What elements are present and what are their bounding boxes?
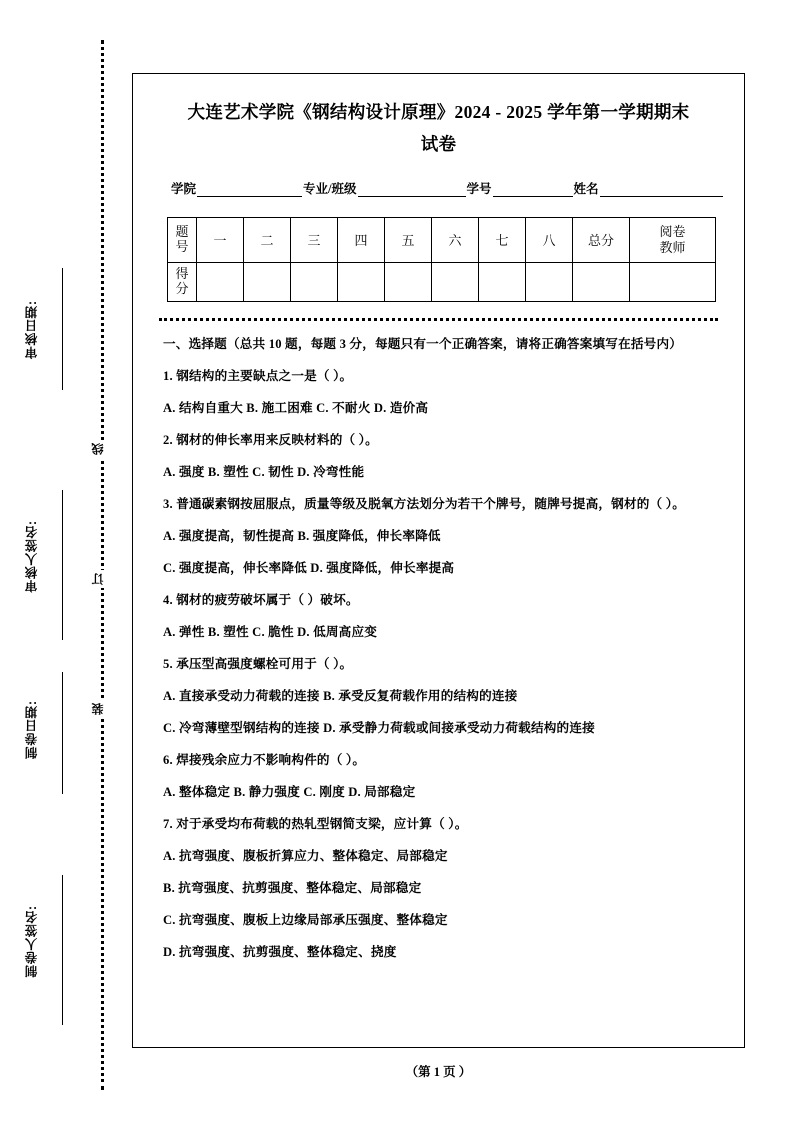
binding-margin [0, 0, 130, 1122]
page-number: （第 1 页 ） [405, 1065, 472, 1079]
question-1-stem: 1. 钢结构的主要缺点之一是（ ）。 [163, 368, 353, 383]
binding-char-ding: 订 [92, 570, 114, 588]
total-col-header: 总分 [573, 217, 630, 262]
student-name-label: 姓名 [573, 181, 599, 196]
score-table [167, 217, 716, 302]
question-col-8: 八 [526, 217, 573, 262]
question-body [163, 335, 714, 963]
score-cell-7[interactable] [479, 262, 526, 301]
score-cell-4[interactable] [338, 262, 385, 301]
grader-col-header [630, 217, 716, 262]
question-7-stem: 7. 对于承受均布荷载的热轧型钢简支梁，应计算（ ）。 [163, 816, 468, 831]
question-col-4: 四 [338, 217, 385, 262]
binding-dotted-line [101, 40, 104, 1090]
score-cell-6[interactable] [432, 262, 479, 301]
score-table-wrapper [167, 217, 710, 302]
question-col-2: 二 [244, 217, 291, 262]
question-5-options-ab: A. 直接承受动力荷载的连接 B. 承受反复荷载作用的结构的连接 [163, 688, 518, 703]
question-6-stem: 6. 焊接残余应力不影响构件的（ ）。 [163, 752, 366, 767]
question-col-3: 三 [291, 217, 338, 262]
row-label-char: 得 [175, 265, 189, 281]
paper-date-label: 制卷日期: [25, 700, 39, 760]
row-label-char: 题 [175, 223, 189, 239]
major-class-label: 专业/班级 [303, 181, 357, 196]
college-label: 学院 [171, 181, 197, 196]
score-cell-5[interactable] [385, 262, 432, 301]
table-row-scores [168, 262, 716, 301]
student-id-field[interactable] [493, 183, 573, 197]
question-7-option-d: D. 抗弯强度、抗剪强度、整体稳定、挠度 [163, 945, 397, 960]
section-divider [159, 318, 718, 321]
question-4-options: A. 弹性 B. 塑性 C. 脆性 D. 低周高应变 [163, 624, 378, 639]
row-label-char: 号 [175, 238, 189, 254]
score-cell-1[interactable] [197, 262, 244, 301]
score-cell-3[interactable] [291, 262, 338, 301]
exam-paper-box [132, 73, 745, 1048]
margin-rule [62, 268, 63, 390]
score-cell-2[interactable] [244, 262, 291, 301]
page-title [157, 96, 720, 161]
table-row-header [168, 217, 716, 262]
question-7-option-a: A. 抗弯强度、腹板折算应力、整体稳定、局部稳定 [163, 849, 448, 863]
question-7-option-c: C. 抗弯强度、腹板上边缘局部承压强度、整体稳定 [163, 913, 448, 928]
question-1-options: A. 结构自重大 B. 施工困难 C. 不耐火 D. 造价高 [163, 400, 429, 415]
grader-name-cell[interactable] [630, 262, 716, 301]
question-col-1: 一 [197, 217, 244, 262]
question-2-stem: 2. 钢材的伸长率用来反映材料的（ ）。 [163, 432, 378, 447]
college-field[interactable] [197, 183, 302, 197]
section-heading: 一、选择题（总共 10 题，每题 3 分，每题只有一个正确答案，请将正确答案填写在括号内） [163, 336, 683, 351]
question-3-options-cd: C. 强度提高，伸长率降低 D. 强度降低，伸长率提高 [163, 560, 455, 575]
margin-rule [62, 490, 63, 640]
exam-title-line2: 试卷 [420, 134, 457, 155]
margin-rule [62, 672, 63, 794]
page-footer [132, 1062, 745, 1080]
grader-label-char: 教师 [659, 239, 686, 255]
row-label-score [168, 262, 197, 301]
row-label-char: 分 [175, 280, 189, 296]
question-5-stem: 5. 承压型高强度螺栓可用于（ ）。 [163, 656, 353, 671]
student-id-label: 学号 [466, 181, 492, 196]
question-6-options: A. 整体稳定 B. 静力强度 C. 刚度 D. 局部稳定 [163, 784, 416, 799]
review-date-label: 审核日期: [25, 300, 39, 360]
question-col-5: 五 [385, 217, 432, 262]
binding-char-zhuang: 装 [92, 700, 114, 718]
student-info-row [171, 179, 724, 197]
score-cell-8[interactable] [526, 262, 573, 301]
exam-title-line1: 大连艺术学院《钢结构设计原理》2024 - 2025 学年第一学期期末 [187, 102, 690, 122]
question-col-6: 六 [432, 217, 479, 262]
question-3-options-ab: A. 强度提高，韧性提高 B. 强度降低，伸长率降低 [163, 528, 441, 543]
student-name-field[interactable] [600, 183, 723, 197]
margin-rule [62, 875, 63, 1025]
row-label-question-no [168, 217, 197, 262]
question-5-options-cd: C. 冷弯薄壁型钢结构的连接 D. 承受静力荷载或间接承受动力荷载结构的连接 [163, 720, 595, 735]
binding-char-xian: 线 [92, 440, 114, 458]
reviewer-signature-label: 审核人签名: [25, 520, 39, 593]
total-score-cell[interactable] [573, 262, 630, 301]
question-2-options: A. 强度 B. 塑性 C. 韧性 D. 冷弯性能 [163, 464, 365, 479]
question-3-stem: 3. 普通碳素钢按屈服点，质量等级及脱氧方法划分为若干个牌号，随牌号提高，钢材的（ ）。 [163, 496, 685, 511]
question-col-7: 七 [479, 217, 526, 262]
question-7-option-b: B. 抗弯强度、抗剪强度、整体稳定、局部稳定 [163, 881, 422, 896]
question-4-stem: 4. 钢材的疲劳破坏属于（ ）破坏。 [163, 592, 359, 607]
grader-label-char: 阅卷 [659, 223, 686, 239]
major-class-field[interactable] [358, 183, 466, 197]
paper-author-signature-label: 制卷人签名: [25, 905, 39, 978]
